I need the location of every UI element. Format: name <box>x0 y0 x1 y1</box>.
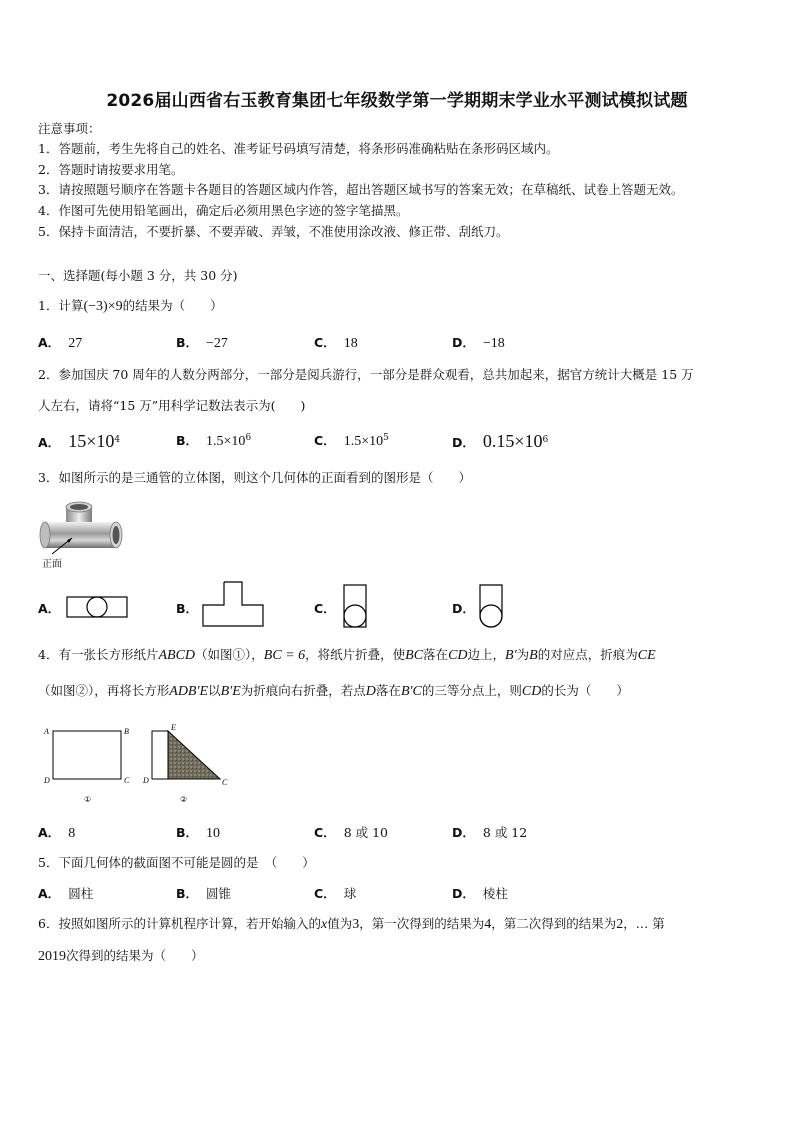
q5-option-a[interactable] <box>38 884 93 902</box>
q1-option-c[interactable] <box>314 333 358 352</box>
q6-text: 6．按照如图所示的计算机程序计算，若开始输入的 <box>38 916 321 931</box>
option-value: 8 或 12 <box>482 825 528 840</box>
q4-math: D <box>365 684 376 699</box>
option-label: B． <box>176 601 199 616</box>
q2-option-a[interactable] <box>38 431 120 452</box>
q2-option-b[interactable] <box>176 431 251 450</box>
option-label: B． <box>176 433 199 448</box>
option-value: 27 <box>68 336 83 351</box>
option-value: 球 <box>343 886 357 901</box>
option-value: 1.5×10 <box>206 434 246 449</box>
q2-option-c[interactable] <box>314 431 389 450</box>
vertex-label: C <box>222 778 228 787</box>
vertex-label: C <box>124 776 130 785</box>
q4-text: 边上， <box>467 647 506 662</box>
option-label: A． <box>38 825 61 840</box>
notice-item: 1．答题前，考生先将自己的姓名、准考证号码填写清楚，将条形码准确粘贴在条形码区域内。 <box>38 141 559 156</box>
option-value: −18 <box>482 336 505 351</box>
q6-text: ，… 第 <box>623 916 665 931</box>
notice-item: 3．请按照题号顺序在答题卡各题目的答题区域内作答，超出答题区域书写的答案无效；在草稿纸、试卷上答题无效。 <box>38 182 684 197</box>
q4-text: 以 <box>208 683 221 698</box>
q4-text: 的对应点，折痕为 <box>537 647 638 662</box>
option-value: 8 <box>68 826 76 841</box>
option-value: 18 <box>343 336 358 351</box>
option-label: A． <box>38 435 61 450</box>
q4-text: 4．有一张长方形纸片 <box>38 647 159 662</box>
q4-text: 为 <box>516 647 530 662</box>
question-2-line2: 人左右，请将“15 万”用科学记数法表示为( ) <box>38 398 306 413</box>
q4-option-c[interactable] <box>314 823 388 841</box>
q6-text: 值为 <box>327 916 353 931</box>
option-label: A． <box>38 335 61 350</box>
q3-option-b-figure <box>202 581 264 627</box>
option-label: D． <box>452 335 475 350</box>
option-exponent: 6 <box>245 432 252 443</box>
question-6-line1 <box>38 914 665 933</box>
figure-caption: ① <box>84 795 92 804</box>
notice-item: 5．保持卡面清洁，不要折暴、不要弄破、弄皱，不准使用涂改液、修正带、刮纸刀。 <box>38 224 509 239</box>
q4-text: 落在 <box>423 647 449 662</box>
q6-math: 2 <box>616 917 624 932</box>
option-value: 圆锥 <box>206 886 232 901</box>
q4-math: ABCD <box>158 648 196 663</box>
q6-math: 4 <box>484 917 492 932</box>
q6-text: ，第一次得到的结果为 <box>359 916 485 931</box>
q4-text: 的三等分点上，则 <box>421 683 522 698</box>
option-value: 棱柱 <box>482 886 508 901</box>
q6-text: 次得到的结果为（ ） <box>66 948 204 963</box>
q4-text: 的长为（ ） <box>541 683 629 698</box>
question-6-line2 <box>38 946 204 965</box>
option-label: C． <box>314 886 336 901</box>
option-value: 0.15×10 <box>482 431 543 451</box>
question-5: 5．下面几何体的截面图不可能是圆的是 （ ） <box>38 855 315 870</box>
q4-option-b[interactable] <box>176 823 220 842</box>
q6-math: 2019 <box>38 949 66 964</box>
option-label: C． <box>314 825 336 840</box>
q3-option-a[interactable] <box>38 599 68 617</box>
q4-math: BC <box>405 648 424 663</box>
q4-text: 为折痕向右折叠，若点 <box>240 683 366 698</box>
option-label: D． <box>452 601 475 616</box>
option-exponent: 5 <box>383 432 389 443</box>
vertex-label: E <box>171 723 176 732</box>
q5-option-b[interactable] <box>176 884 231 902</box>
option-value: −27 <box>206 336 228 351</box>
option-value: 15×10 <box>68 431 115 451</box>
q4-math: ADB′E <box>169 684 209 699</box>
q4-math: CD <box>521 684 542 699</box>
question-4-line1 <box>38 645 656 664</box>
option-value: 8 或 10 <box>343 825 388 840</box>
option-value: 10 <box>206 826 221 841</box>
section-heading: 一、选择题(每小题 3 分，共 30 分) <box>38 268 238 283</box>
option-label: D． <box>452 435 475 450</box>
q1-option-a[interactable] <box>38 333 82 352</box>
page-title: 2026届山西省右玉教育集团七年级数学第一学期期末学业水平测试模拟试题 <box>106 91 688 111</box>
q4-math: B′C <box>400 684 422 699</box>
option-label: D． <box>452 886 475 901</box>
q1-prefix: 1．计算 <box>38 298 84 313</box>
option-label: A． <box>38 886 61 901</box>
question-1 <box>38 296 223 315</box>
q5-option-c[interactable] <box>314 884 356 902</box>
option-label: B． <box>176 825 199 840</box>
notice-item: 4．作图可先使用铅笔画出，确定后必须用黑色字迹的签字笔描黑。 <box>38 203 409 218</box>
q1-option-b[interactable] <box>176 333 228 352</box>
q3-option-c-figure <box>343 584 367 628</box>
question-2-line1: 2．参加国庆 70 周年的人数分两部分，一部分是阅兵游行，一部分是群众观看，总共加起来，据官方统计大概是 15 万 <box>38 367 694 382</box>
vertex-label: B <box>124 727 129 736</box>
vertex-label: D <box>143 776 149 785</box>
q6-text: ，第二次得到的结果为 <box>491 916 617 931</box>
q6-math: x <box>320 917 328 932</box>
vertex-label: D <box>44 776 50 785</box>
q4-text: 落在 <box>375 683 401 698</box>
q3-option-a-figure <box>66 596 128 618</box>
q4-math: B <box>529 648 538 663</box>
figure-caption: ② <box>180 795 188 804</box>
q4-text: （如图②），再将长方形 <box>38 683 170 698</box>
notice-item: 2．答题时请按要求用笔。 <box>38 162 184 177</box>
q1-option-d[interactable] <box>452 333 505 352</box>
option-exponent: 6 <box>542 434 549 445</box>
q2-option-d[interactable] <box>452 431 548 452</box>
q4-math: B′ <box>505 648 517 663</box>
option-label: A． <box>38 601 61 616</box>
q4-math: CE <box>637 648 656 663</box>
question-4-line2 <box>38 681 629 700</box>
option-value: 圆柱 <box>68 886 94 901</box>
q3-option-c[interactable] <box>314 599 344 617</box>
option-label: D． <box>452 825 475 840</box>
q1-expression: (−3)×9 <box>83 299 123 314</box>
option-value: 1.5×10 <box>343 434 384 449</box>
q4-text: （如图①）， <box>195 647 264 662</box>
q5-option-d[interactable] <box>452 884 508 902</box>
q6-math: 3 <box>352 917 360 932</box>
option-exponent: 4 <box>114 434 121 445</box>
q4-option-d[interactable] <box>452 823 527 841</box>
option-label: C． <box>314 433 336 448</box>
question-3: 3．如图所示的是三通管的立体图，则这个几何体的正面看到的图形是（ ） <box>38 470 471 485</box>
option-label: C． <box>314 335 336 350</box>
q4-figure-2 <box>142 722 232 808</box>
notice-heading: 注意事项： <box>38 121 101 136</box>
front-view-label: 正面 <box>42 559 62 570</box>
q1-suffix: 的结果为（ ） <box>122 298 223 313</box>
option-label: B． <box>176 886 199 901</box>
q4-math: B′E <box>220 684 241 699</box>
q4-math: CD <box>448 648 468 663</box>
option-label: C． <box>314 601 336 616</box>
q4-figure-1 <box>40 722 136 808</box>
option-label: B． <box>176 335 199 350</box>
q4-option-a[interactable] <box>38 823 75 842</box>
q4-text: ，将纸片折叠，使 <box>305 647 406 662</box>
vertex-label: A <box>44 727 49 736</box>
q4-math: BC = 6 <box>263 648 306 663</box>
q3-option-d-figure <box>479 584 503 628</box>
